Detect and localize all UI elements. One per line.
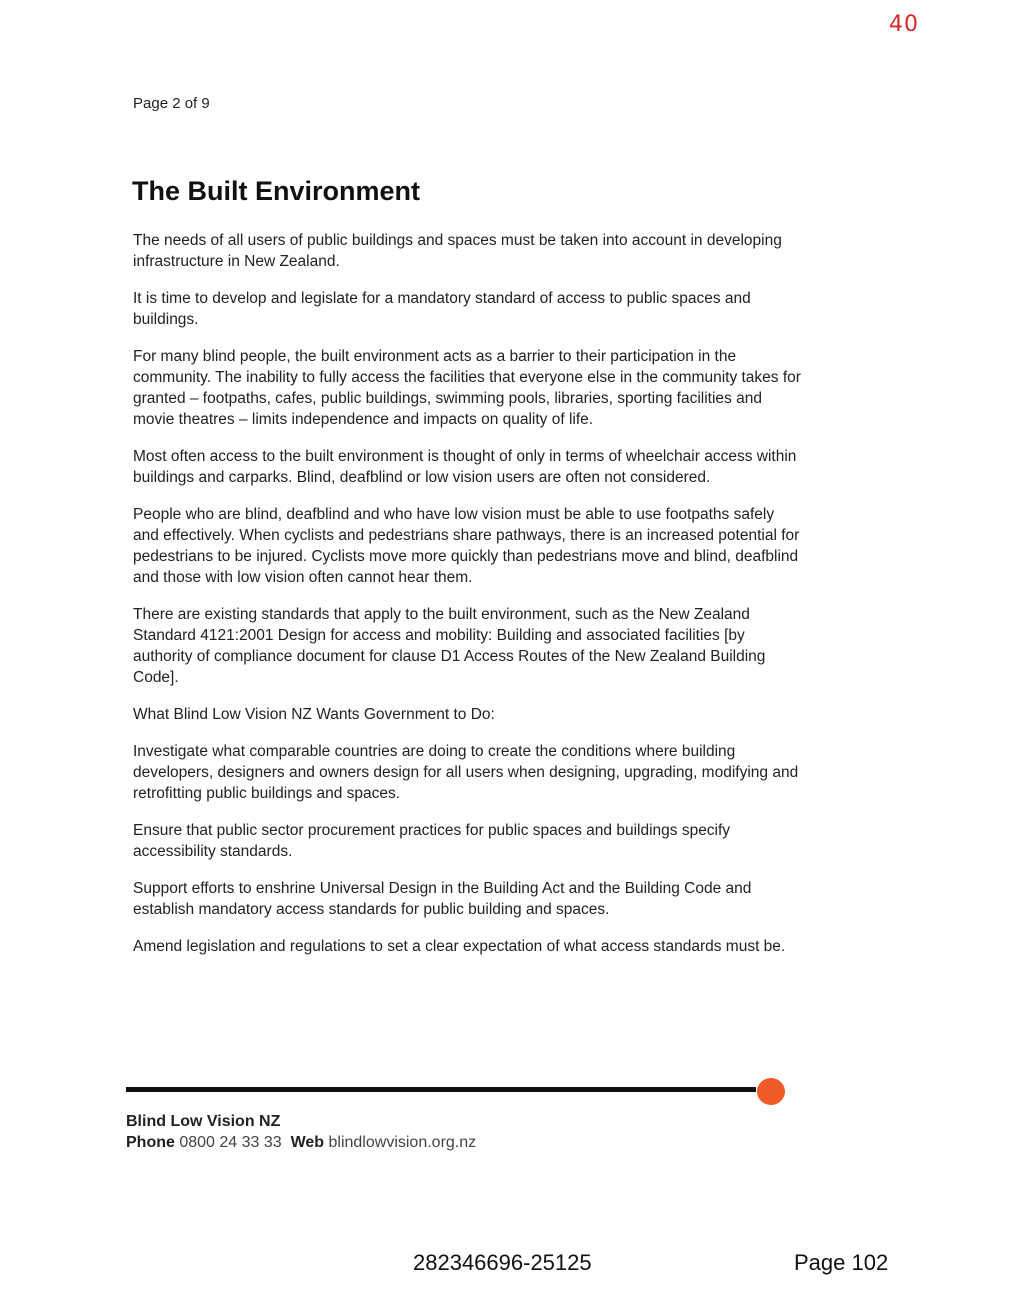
paragraph: Support efforts to enshrine Universal Design in the Building Act and the Building Code and establish mandatory access standards for public building and spaces. [133,880,752,918]
paragraph: What Blind Low Vision NZ Wants Government to Do: [133,706,495,723]
paragraph: Amend legislation and regulations to set a clear expectation of what access standards must be. [133,938,786,955]
paragraph: The needs of all users of public buildings and spaces must be taken into account in developing infrastructure in New Zealand. [133,232,782,270]
web-address: blindlowvision.org.nz [328,1134,477,1151]
paragraph: Most often access to the built environment is thought of only in terms of wheelchair access within buildings and carparks. Blind, deafblind or low vision users are often not considered. [133,448,797,486]
page-title: The Built Environment [132,176,421,206]
page-number: Page 102 [794,1250,889,1275]
footer-divider [126,1087,756,1092]
footer-contact [126,1134,476,1152]
document-id: 282346696-25125 [413,1250,592,1275]
phone-number: 0800 24 33 33 [179,1134,282,1151]
phone-label: Phone [126,1134,175,1151]
page-label: Page 2 of 9 [133,95,210,112]
brand-dot-icon [757,1078,785,1105]
paragraph: Ensure that public sector procurement practices for public spaces and buildings specify accessibility standards. [133,822,731,860]
web-label: Web [290,1134,325,1151]
paragraph: Investigate what comparable countries are doing to create the conditions where building developers, designers and owners design for all users when designing, upgrading, modifying and retrofitting public buildings and spaces. [133,743,799,802]
paragraph: There are existing standards that apply to the built environment, such as the New Zealand Standard 4121:2001 Design for access and mobility: Building and associated facilities [by authority of compliance document for clause D1 Access Routes of the New Zealand Building Code]. [133,606,766,686]
paragraph: For many blind people, the built environment acts as a barrier to their participation in the community. The inability to fully access the facilities that everyone else in the community takes for granted – footpaths, cafes, public buildings, swimming pools, libraries, sporting facilities and movie theatres – limits independence and impacts on quality of life. [133,348,801,428]
body-text [133,230,803,973]
stamp-number: 40 [889,12,919,37]
paragraph: It is time to develop and legislate for a mandatory standard of access to public spaces and buildings. [133,290,751,328]
paragraph: People who are blind, deafblind and who have low vision must be able to use footpaths safely and effectively. When cyclists and pedestrians share pathways, there is an increased potential for pedestrians to be injured. Cyclists move more quickly than pedestrians move and blind, deafblind and those with low vision often cannot hear them. [133,506,800,586]
footer-org-name: Blind Low Vision NZ [126,1113,281,1130]
